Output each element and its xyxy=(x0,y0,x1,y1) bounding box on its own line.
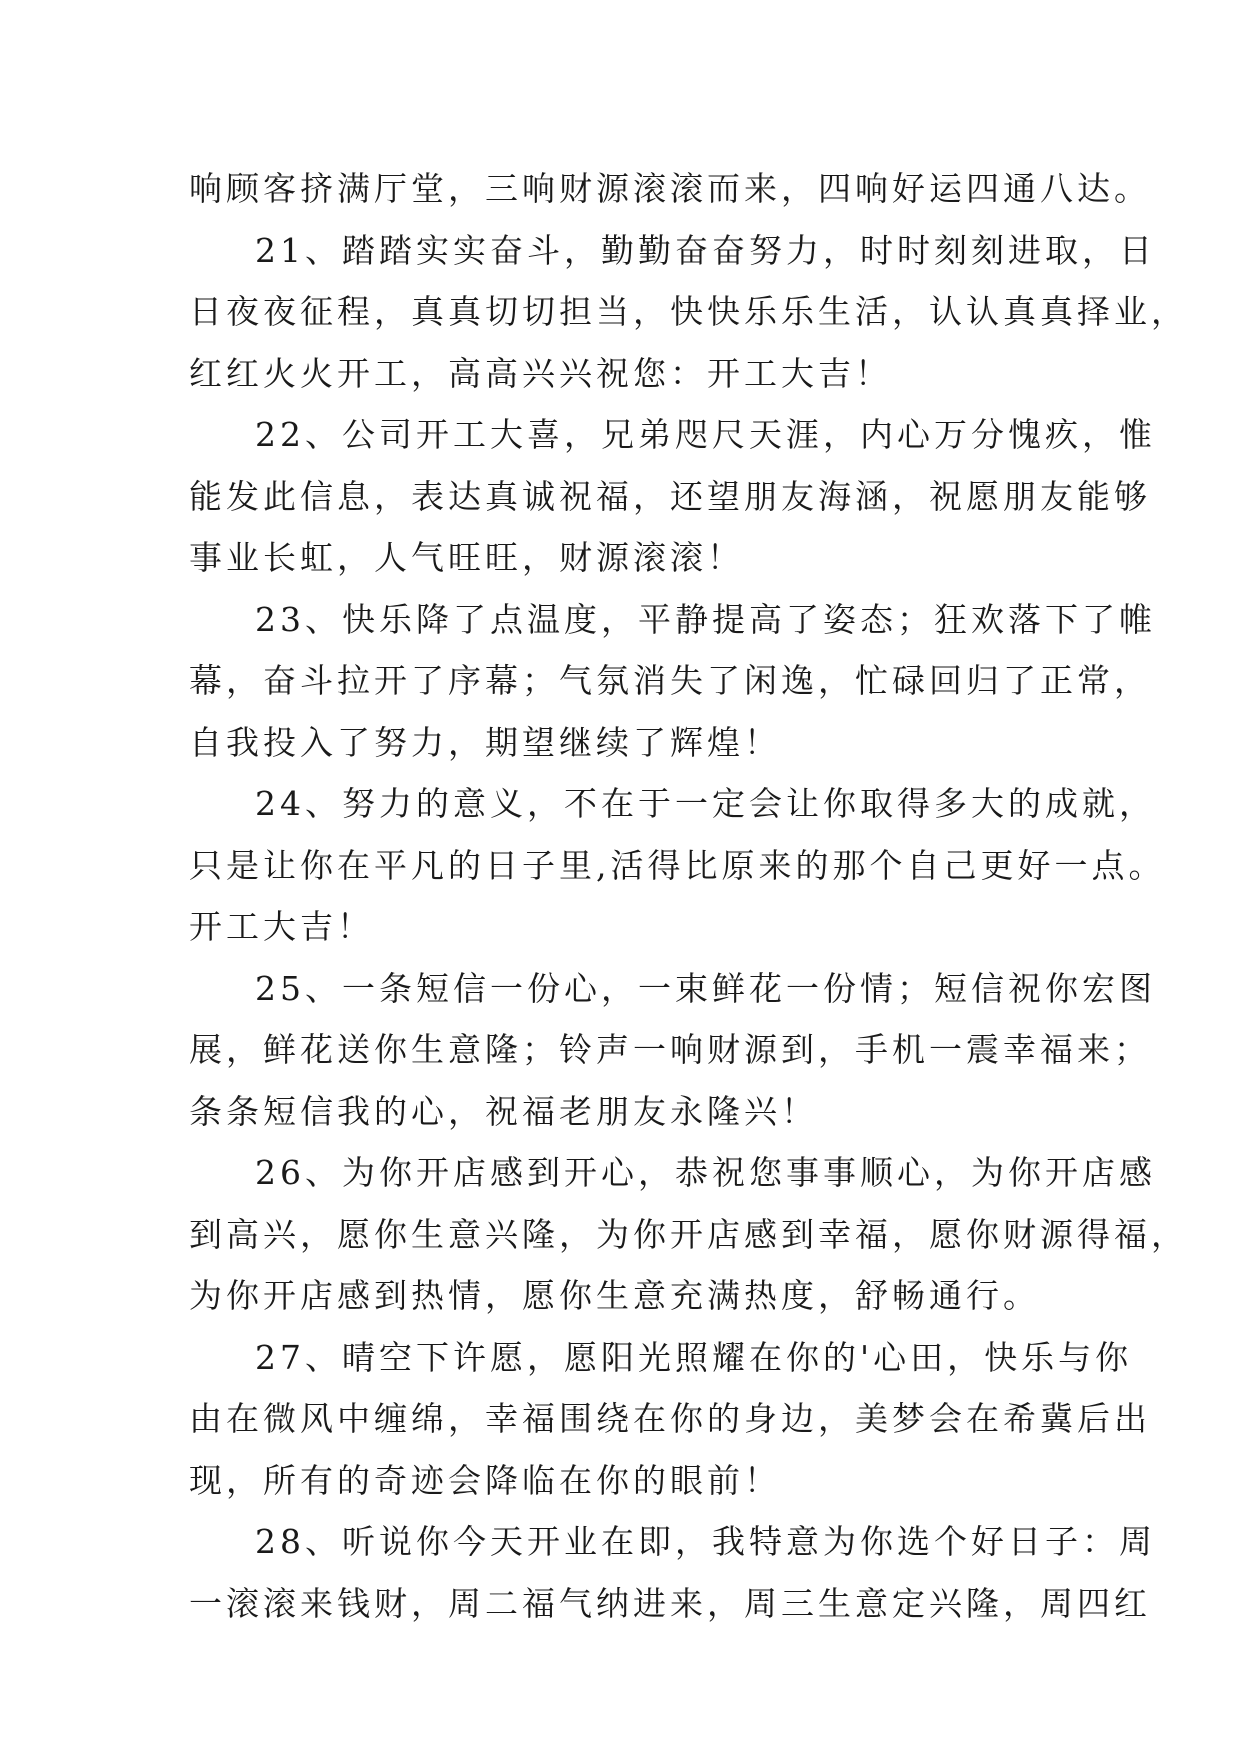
paragraph-27 xyxy=(189,1327,1151,1512)
text-line: 事业长虹，人气旺旺，财源滚滚！ xyxy=(189,538,744,577)
text-line: 为你开店感到热情，愿你生意充满热度，舒畅通行。 xyxy=(189,1276,1040,1315)
text-line: 26、为你开店感到开心，恭祝您事事顺心，为你开店感 xyxy=(255,1153,1156,1192)
text-line: 条条短信我的心，祝福老朋友永隆兴！ xyxy=(189,1091,818,1131)
text-line: 25、一条短信一份心，一束鲜花一份情；短信祝你宏图 xyxy=(255,968,1156,1008)
paragraph-25 xyxy=(189,958,1156,1143)
text-line: 21、踏踏实实奋斗，勤勤奋奋努力，时时刻刻进取，日 xyxy=(255,230,1156,270)
text-line: 展，鲜花送你生意隆；铃声一响财源到，手机一震幸福来； xyxy=(189,1030,1151,1069)
text-line: 响顾客挤满厅堂，三响财源滚滚而来，四响好运四通八达。 xyxy=(189,169,1151,208)
text-line: 22、公司开工大喜，兄弟咫尺天涯，内心万分愧疚，惟 xyxy=(255,415,1156,454)
text-line: 只是让你在平凡的日子里,活得比原来的那个自己更好一点。 xyxy=(189,845,1166,885)
text-line: 24、努力的意义，不在于一定会让你取得多大的成就， xyxy=(255,784,1156,823)
text-line: 能发此信息，表达真诚祝福，还望朋友海涵，祝愿朋友能够 xyxy=(189,476,1151,516)
text-line: 由在微风中缠绵，幸福围绕在你的身边，美梦会在希冀后出 xyxy=(189,1399,1151,1438)
text-line: 自我投入了努力，期望继续了辉煌！ xyxy=(189,722,781,762)
text-line: 开工大吉！ xyxy=(189,907,374,946)
paragraph-continuation xyxy=(189,158,1151,220)
paragraph-22 xyxy=(189,404,1156,589)
paragraph-24 xyxy=(189,773,1166,958)
paragraph-21 xyxy=(189,220,1188,405)
text-line: 28、听说你今天开业在即，我特意为你选个好日子：周 xyxy=(255,1522,1156,1561)
text-line: 红红火火开工，高高兴兴祝您：开工大吉！ xyxy=(189,353,892,393)
text-line: 日夜夜征程，真真切切担当，快快乐乐生活，认认真真择业， xyxy=(189,292,1188,331)
text-line: 现，所有的奇迹会降临在你的眼前！ xyxy=(189,1460,781,1500)
text-line: 到高兴，愿你生意兴隆，为你开店感到幸福，愿你财源得福， xyxy=(189,1214,1188,1254)
text-line: 23、快乐降了点温度，平静提高了姿态；狂欢落下了帷 xyxy=(255,599,1156,639)
document-body xyxy=(189,158,1188,1634)
paragraph-28 xyxy=(189,1511,1156,1634)
text-line: 幕，奋斗拉开了序幕；气氛消失了闲逸，忙碌回归了正常， xyxy=(189,661,1151,700)
paragraph-23 xyxy=(189,589,1156,774)
text-line: 一滚滚来钱财，周二福气纳进来，周三生意定兴隆，周四红 xyxy=(189,1583,1151,1623)
text-line: 27、晴空下许愿，愿阳光照耀在你的'心田，快乐与你 xyxy=(255,1337,1133,1377)
paragraph-26 xyxy=(189,1142,1188,1327)
